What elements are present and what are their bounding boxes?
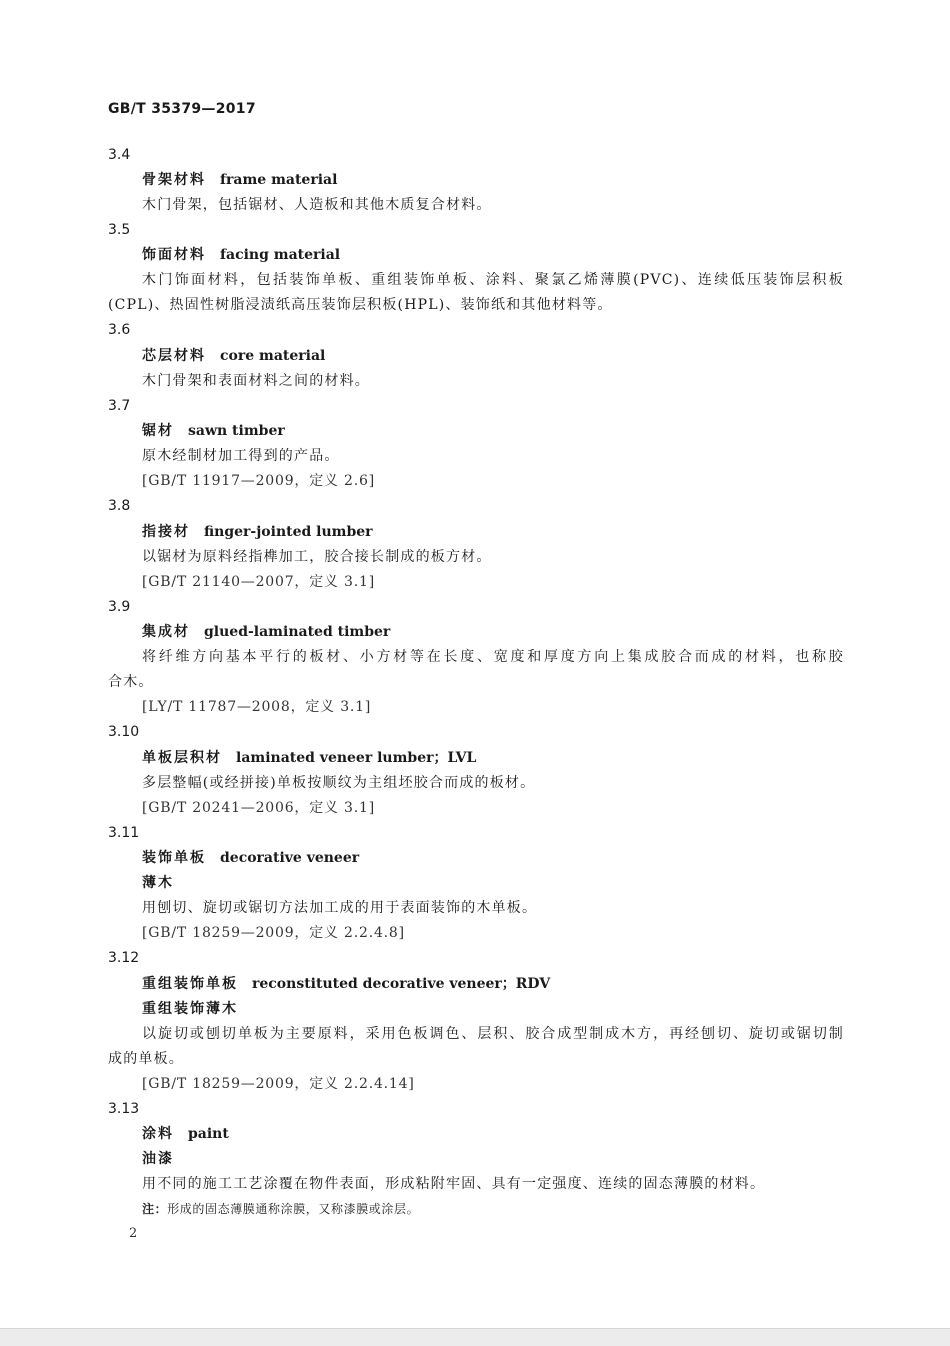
term-heading	[142, 346, 325, 366]
clause-number: 3.9	[108, 599, 131, 615]
clause-number: 3.5	[108, 222, 131, 238]
term-zh: 芯层材料	[142, 348, 206, 364]
term-heading	[142, 848, 359, 868]
term-zh: 骨架材料	[142, 172, 206, 188]
clause-number: 3.13	[108, 1101, 140, 1117]
clause-number: 3.8	[108, 498, 131, 514]
note-text: 形成的固态薄膜通称涂膜，又称漆膜或涂层。	[167, 1202, 420, 1216]
synonym-term: 重组装饰薄木	[142, 1001, 238, 1017]
term-heading	[142, 421, 285, 441]
term-en: facing material	[220, 247, 341, 263]
source-reference: [GB/T 11917—2009，定义 2.6]	[142, 473, 375, 489]
term-en: frame material	[220, 172, 338, 188]
source-reference: [GB/T 20241—2006，定义 3.1]	[142, 800, 375, 816]
clause-number: 3.4	[108, 147, 131, 163]
source-reference: [LY/T 11787—2008，定义 3.1]	[142, 699, 372, 715]
term-definition: 木门骨架和表面材料之间的材料。	[142, 373, 370, 389]
page-bottom-edge	[0, 1328, 950, 1346]
term-zh: 指接材	[142, 524, 190, 540]
term-en: glued-laminated timber	[204, 624, 391, 640]
synonym-term: 油漆	[142, 1151, 174, 1167]
term-definition: 用刨切、旋切或锯切方法加工成的用于表面装饰的木单板。	[142, 900, 538, 916]
term-zh: 集成材	[142, 624, 190, 640]
term-definition-continued: (CPL)、热固性树脂浸渍纸高压装饰层积板(HPL)、装饰纸和其他材料等。	[108, 297, 613, 313]
document-header: GB/T 35379—2017	[108, 101, 256, 117]
term-zh: 涂料	[142, 1126, 174, 1142]
term-definition: 木门骨架，包括锯材、人造板和其他木质复合材料。	[142, 197, 492, 213]
term-definition: 木门饰面材料，包括装饰单板、重组装饰单板、涂料、聚氯乙烯薄膜(PVC)、连续低压装饰层积板	[142, 272, 844, 288]
clause-number: 3.7	[108, 398, 131, 414]
clause-number: 3.12	[108, 950, 140, 966]
term-en: finger-jointed lumber	[204, 524, 373, 540]
synonym-term: 薄木	[142, 875, 174, 891]
term-en: reconstituted decorative veneer；RDV	[252, 976, 551, 992]
term-heading	[142, 245, 340, 265]
term-definition: 用不同的施工工艺涂覆在物件表面，形成粘附牢固、具有一定强度、连续的固态薄膜的材料。	[142, 1176, 766, 1192]
term-definition-continued: 合木。	[108, 674, 154, 690]
term-zh: 单板层积材	[142, 750, 222, 766]
term-en: paint	[188, 1126, 229, 1142]
note-label: 注：	[142, 1202, 168, 1216]
note	[142, 1199, 419, 1219]
term-definition-continued: 成的单板。	[108, 1051, 184, 1067]
source-reference: [GB/T 18259—2009，定义 2.2.4.8]	[142, 925, 405, 941]
source-reference: [GB/T 21140—2007，定义 3.1]	[142, 574, 375, 590]
term-definition: 原木经制材加工得到的产品。	[142, 448, 340, 464]
term-en: decorative veneer	[220, 850, 360, 866]
term-definition: 以旋切或刨切单板为主要原料，采用色板调色、层积、胶合成型制成木方，再经刨切、旋切或锯切制	[142, 1026, 844, 1042]
term-heading	[142, 622, 390, 642]
page-number: 2	[129, 1226, 138, 1241]
term-zh: 重组装饰单板	[142, 976, 238, 992]
clause-number: 3.11	[108, 825, 140, 841]
term-heading	[142, 1124, 229, 1144]
term-heading	[142, 748, 476, 768]
term-definition: 多层整幅(或经拼接)单板按顺纹为主组坯胶合而成的板材。	[142, 775, 536, 791]
clause-number: 3.6	[108, 322, 131, 338]
term-heading	[142, 522, 373, 542]
term-heading	[142, 974, 550, 994]
term-zh: 饰面材料	[142, 247, 206, 263]
term-heading	[142, 170, 337, 190]
clause-number: 3.10	[108, 724, 140, 740]
term-zh: 装饰单板	[142, 850, 206, 866]
term-definition: 以锯材为原料经指榫加工，胶合接长制成的板方材。	[142, 549, 492, 565]
term-en: sawn timber	[188, 423, 285, 439]
source-reference: [GB/T 18259—2009，定义 2.2.4.14]	[142, 1076, 415, 1092]
term-definition: 将纤维方向基本平行的板材、小方材等在长度、宽度和厚度方向上集成胶合而成的材料，也称胶	[142, 649, 844, 665]
term-en: laminated veneer lumber；LVL	[236, 750, 477, 766]
term-zh: 锯材	[142, 423, 174, 439]
term-en: core material	[220, 348, 326, 364]
